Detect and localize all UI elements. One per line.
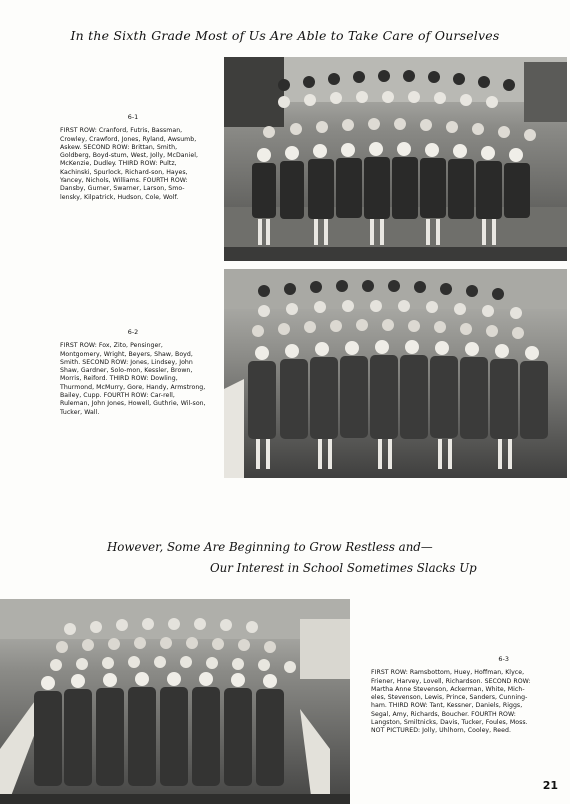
subheading-line-2: Our Interest in School Sometimes Slacks Up bbox=[210, 561, 477, 575]
caption-6-1 bbox=[60, 113, 206, 202]
section-label: 6-1 bbox=[127, 113, 139, 121]
class-photo-6-3-image bbox=[0, 599, 350, 804]
class-photo-6-2 bbox=[224, 269, 567, 478]
name-list: FIRST ROW: Fox, Zito, Pensinger, Montgomery, Wright, Beyers, Shaw, Boyd, Smith. SECOND ROW: Jones, Lindsey, John Shaw, Gardner, Solo-mon, Kessler, Brown, Morris, Reiford. THIRD ROW: Dowling, Thurmond, McMurry, Gore, Handy, Armstrong, Bailey, Cupp. FOURTH ROW: Car-rell, Ruleman, John Jones, Howell, Guthrie, Wil-son, Tucker, Wall. bbox=[60, 342, 206, 416]
page-title: In the Sixth Grade Most of Us Are Able to Take Care of Ourselves bbox=[70, 28, 500, 43]
class-photo-6-2-image bbox=[224, 269, 567, 478]
name-list: FIRST ROW: Ramsbottom, Huey, Hoffman, Klyce, Friener, Harvey, Lovell, Richardson. SECOND ROW: Martha Anne Stevenson, Ackerman, White, Mich-eles, Stevenson, Lewis, Prince, Sanders, Cunning-ham. THIRD ROW: Tant, Kessner, Daniels, Riggs, Segal, Amy, Richards, Boucher. FOURTH ROW: Langston, Smiltnicks, Davis, Tucker, Foules, Moss. NOT PICTURED: Jolly, Uhlhorn, Cooley, Reed. bbox=[371, 669, 531, 735]
page-number: 21 bbox=[542, 779, 558, 792]
class-photo-6-3 bbox=[0, 599, 350, 804]
section-label: 6-2 bbox=[127, 328, 139, 336]
subheading-line-1: However, Some Are Beginning to Grow Restless and— bbox=[107, 540, 433, 554]
name-list: FIRST ROW: Cranford, Futris, Bassman, Crowley, Crawford, Jones, Ryland, Awsumb, Askew. SECOND ROW: Brittan, Smith, Goldberg, Boyd-stum, West, Jolly, McDaniel, McKenzie, Dudley. THIRD ROW: Pultz, Kachinski, Spurlock, Richard-son, Hayes, Yancey, Nichols, Williams. FOURTH ROW: Dansby, Gurner, Swarner, Larson, Smo-lensky, Kilpatrick, Hudson, Cole, Wolf. bbox=[60, 127, 199, 201]
caption-6-3 bbox=[371, 655, 539, 736]
caption-6-2 bbox=[60, 328, 206, 417]
section-label: 6-3 bbox=[498, 655, 509, 663]
class-photo-6-1-image bbox=[224, 57, 567, 261]
class-photo-6-1 bbox=[224, 57, 567, 261]
